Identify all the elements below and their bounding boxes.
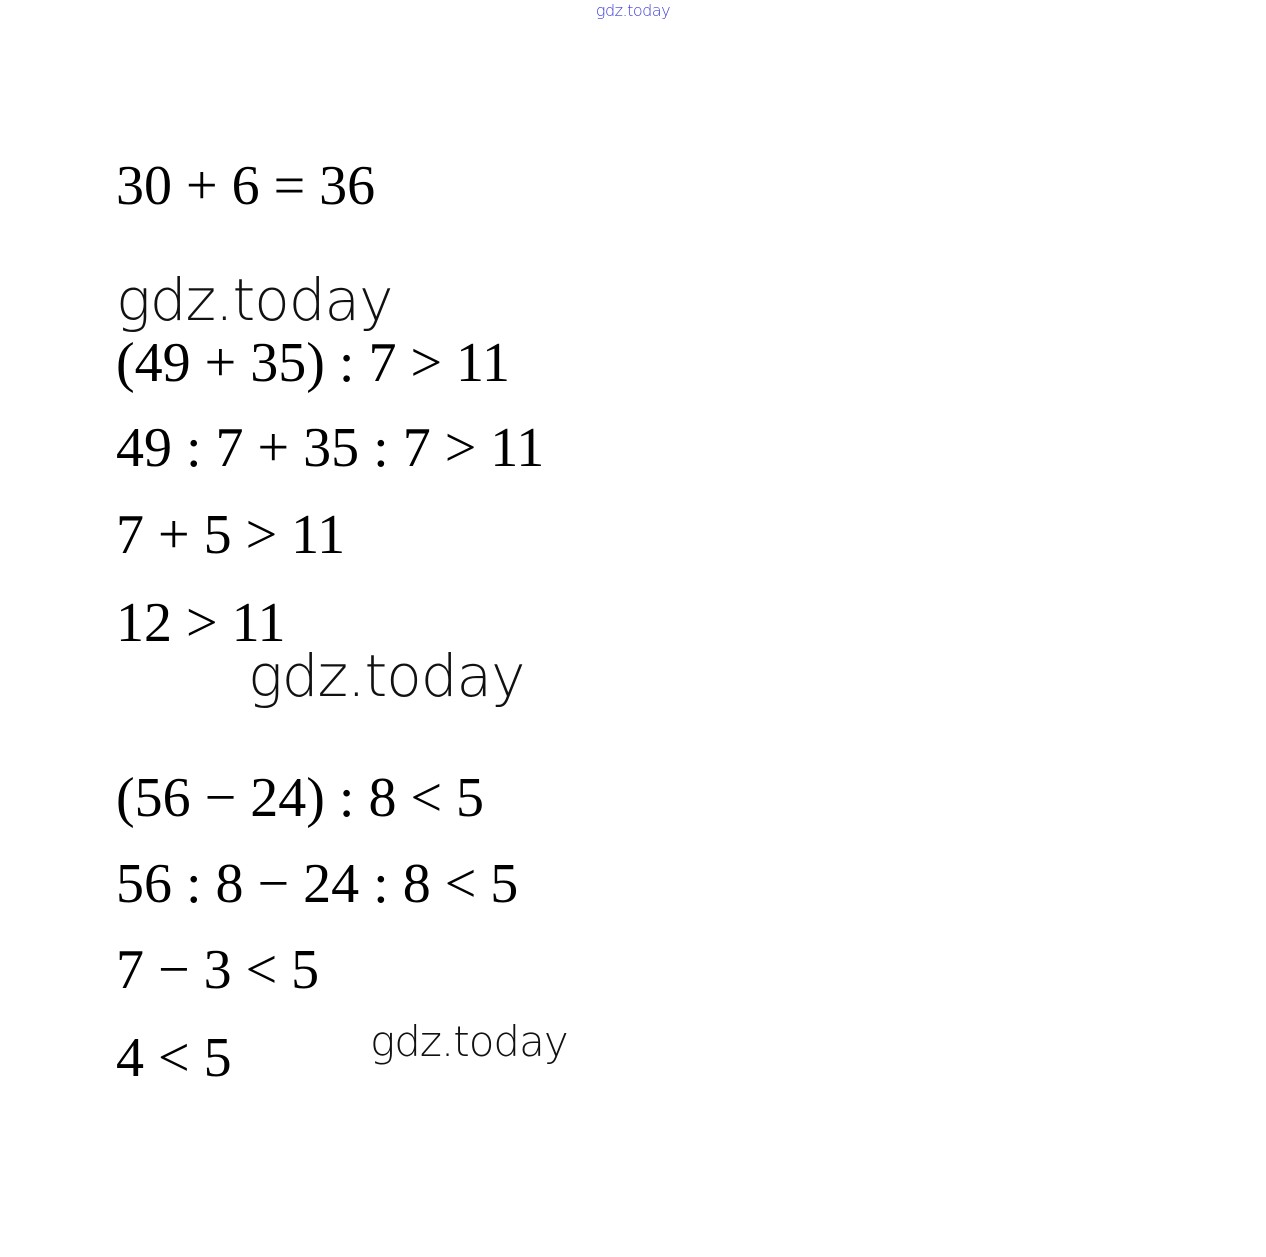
equation-line: 30 + 6 = 36 <box>116 155 376 217</box>
equation-line: (56 − 24) : 8 < 5 <box>116 767 485 829</box>
equation-line: 12 > 11 <box>116 592 286 654</box>
watermark-text: gdz.today <box>116 266 393 334</box>
watermark-text: gdz.today <box>370 1017 568 1066</box>
header-watermark-link[interactable]: gdz.today <box>595 1 671 20</box>
equation-line: 7 − 3 < 5 <box>116 939 320 1001</box>
equation-line: 56 : 8 − 24 : 8 < 5 <box>116 853 519 915</box>
equation-line: (49 + 35) : 7 > 11 <box>116 332 510 394</box>
watermark-text: gdz.today <box>248 642 525 710</box>
equation-line: 49 : 7 + 35 : 7 > 11 <box>116 417 545 479</box>
equation-line: 7 + 5 > 11 <box>116 504 346 566</box>
equation-line: 4 < 5 <box>116 1027 232 1089</box>
